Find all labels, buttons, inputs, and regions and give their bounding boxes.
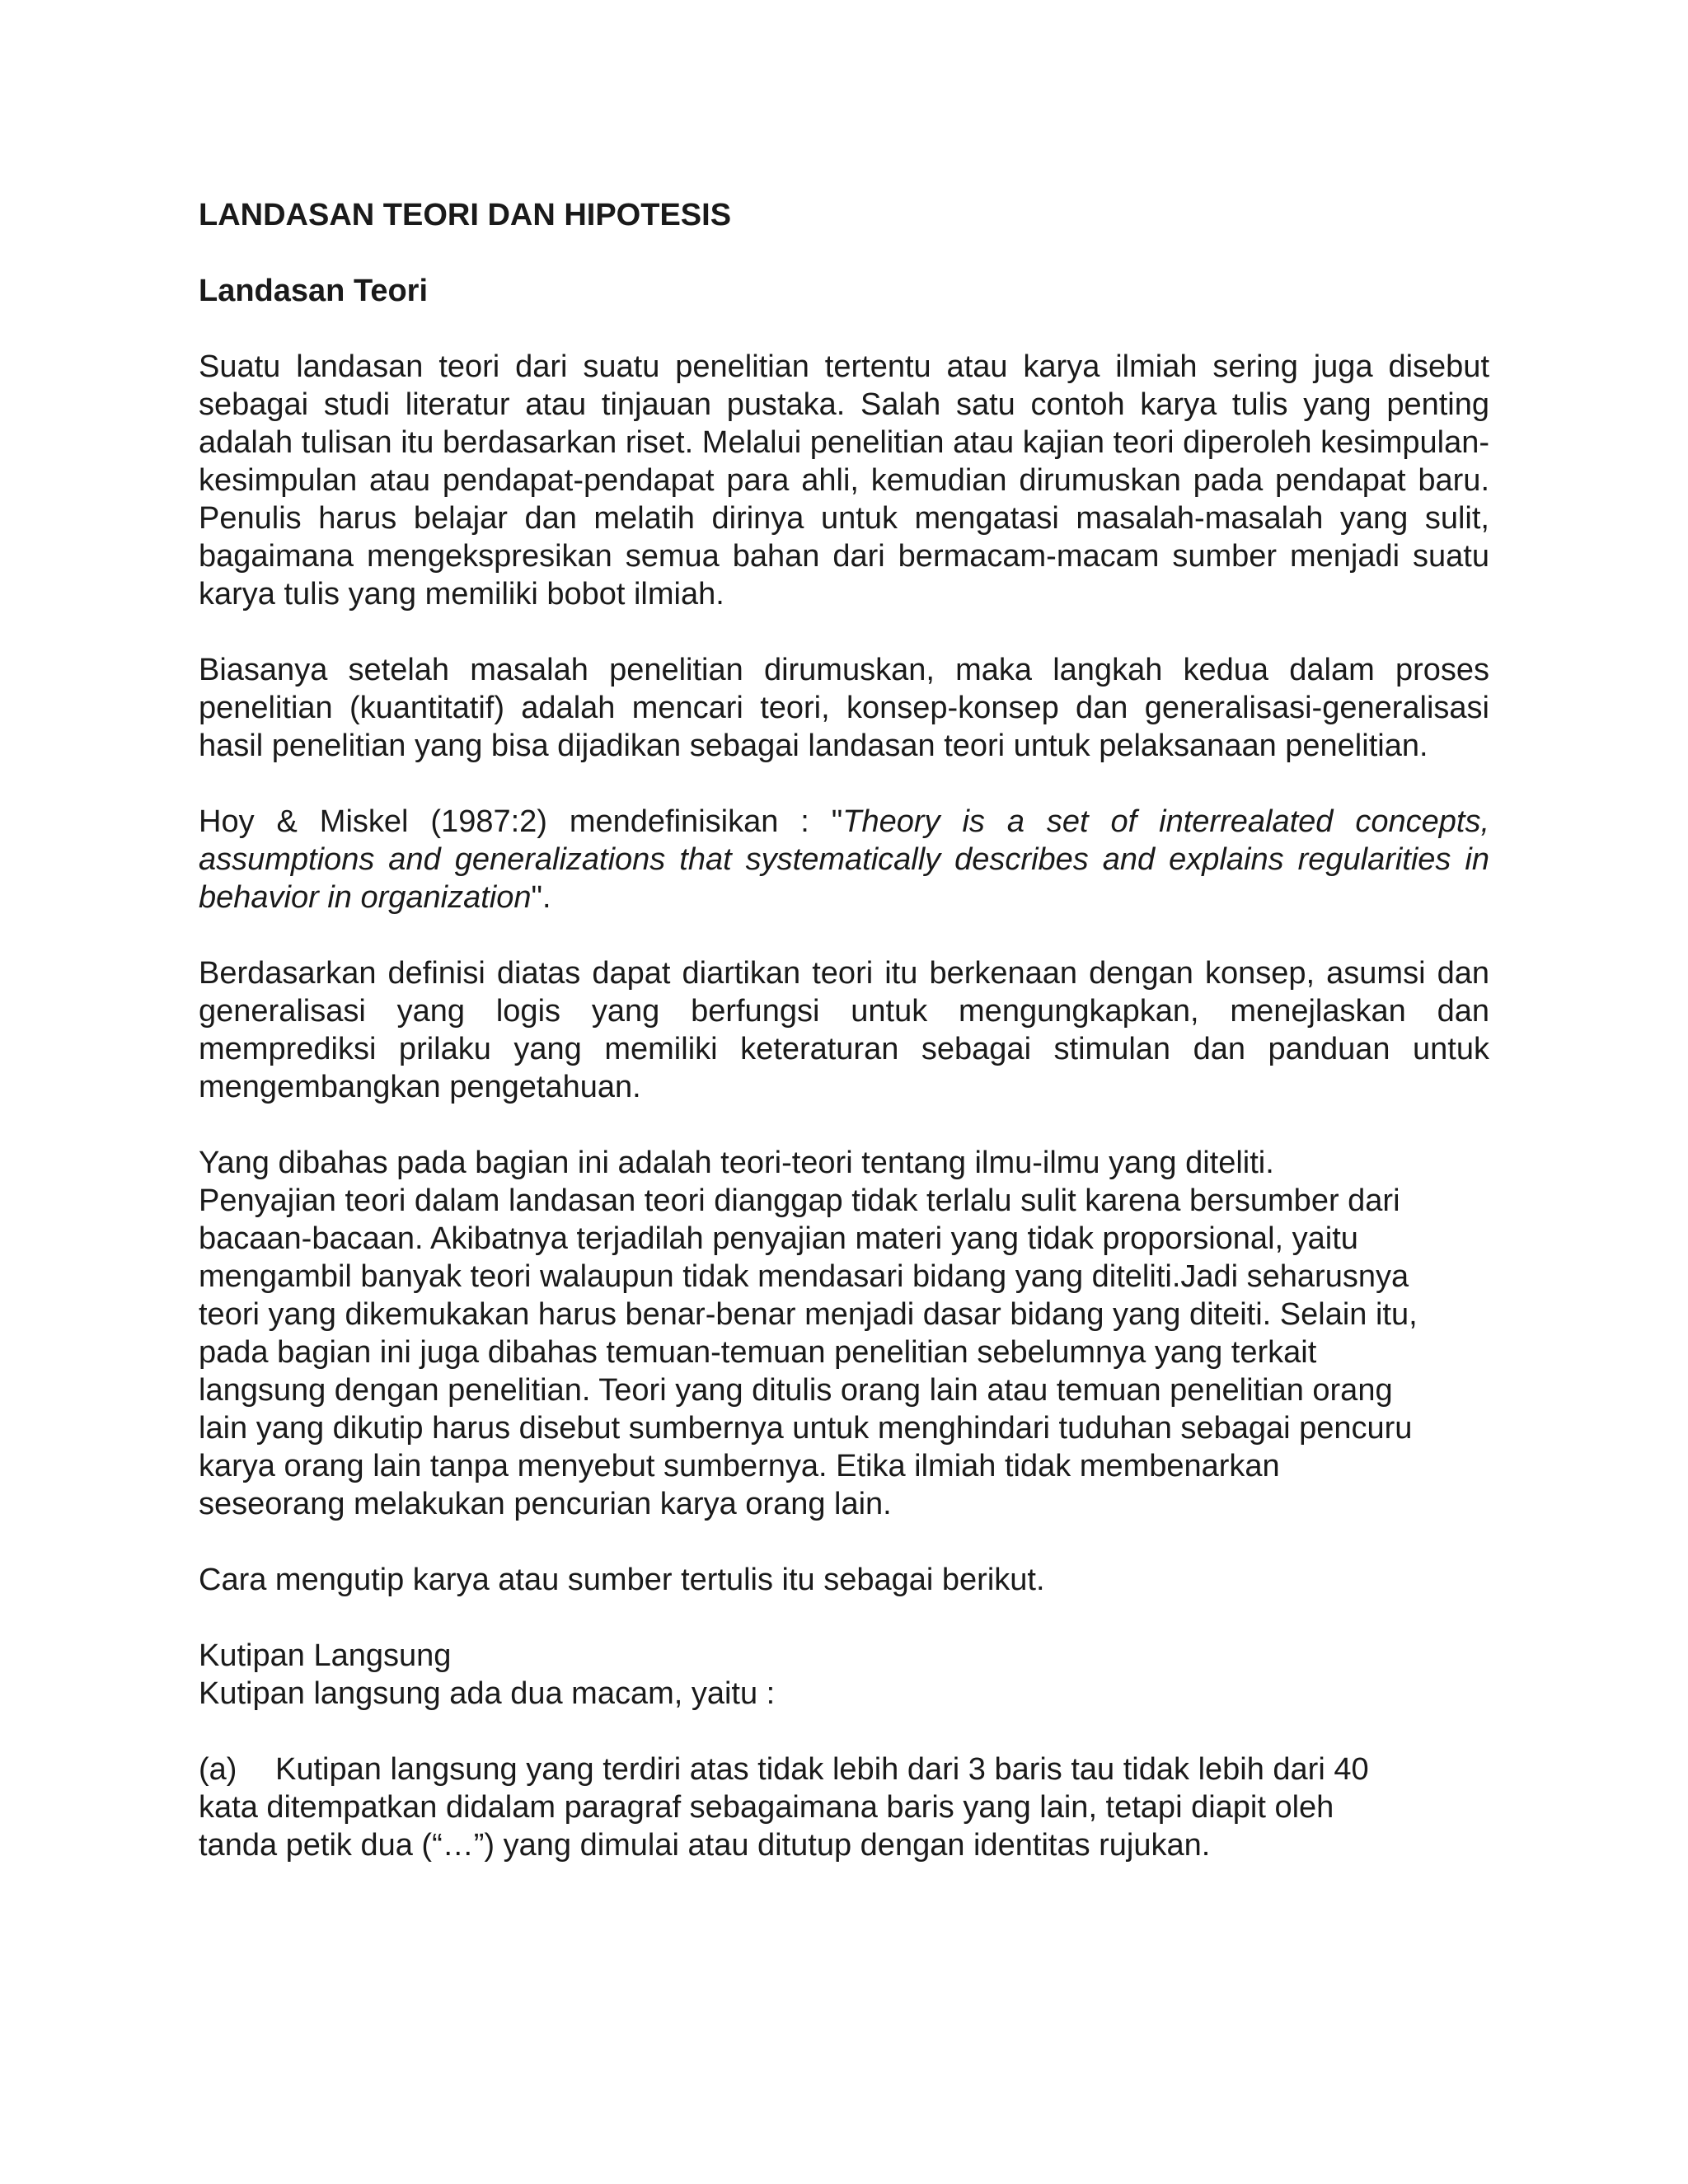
citation-intro: Hoy & Miskel (1987:2) mendefinisikan : " [199,804,843,839]
kutipan-block [199,1637,1489,1713]
list-item-line: kata ditempatkan didalam paragraf sebagaimana baris yang lain, tetapi diapit oleh [199,1790,1334,1825]
subheading: Kutipan Langsung [199,1638,452,1673]
paragraph-5-line: Yang dibahas pada bagian ini adalah teori-teori tentang ilmu-ilmu yang diteliti. [199,1146,1274,1180]
paragraph-5-line: teori yang dikemukakan harus benar-benar menjadi dasar bidang yang diteiti. Selain itu, [199,1297,1418,1332]
paragraph-5-line: langsung dengan penelitian. Teori yang ditulis orang lain atau temuan penelitian orang [199,1373,1393,1408]
citation-end: ". [531,880,551,915]
paragraph-3 [199,803,1489,916]
paragraph-5-line: lain yang dikutip harus disebut sumbernya untuk menghindari tuduhan sebagai pencuru [199,1411,1413,1446]
list-item-line: tanda petik dua (“…”) yang dimulai atau ditutup dengan identitas rujukan. [199,1828,1211,1863]
paragraph-5-line: seseorang melakukan pencurian karya orang lain. [199,1487,892,1521]
paragraph-2: Biasanya setelah masalah penelitian dirumuskan, maka langkah kedua dalam proses penelitian (kuantitatif) adalah mencari teori, konsep-konsep dan generalisasi-generalisasi hasil penelitian yang bisa dijadikan sebagai landasan teori untuk pelaksanaan penelitian. [199,653,1489,763]
paragraph-1: Suatu landasan teori dari suatu penelitian tertentu atau karya ilmiah sering juga disebut sebagai studi literatur atau tinjauan pustaka. Salah satu contoh karya tulis yang penting adalah tulisan itu berdasarkan riset. Melalui penelitian atau kajian teori diperoleh kesimpulan-kesimpulan atau pendapat-pendapat para ahli, kemudian dirumuskan pada pendapat baru. Penulis harus belajar dan melatih dirinya untuk mengatasi masalah-masalah yang sulit, bagaimana mengekspresikan semua bahan dari bermacam-macam sumber menjadi suatu karya tulis yang memiliki bobot ilmiah. [199,349,1489,612]
document-title: LANDASAN TEORI DAN HIPOTESIS [199,198,732,232]
paragraph-5-line: mengambil banyak teori walaupun tidak mendasari bidang yang diteliti.Jadi seharusnya [199,1259,1409,1294]
document-body [199,196,1489,1902]
list-item-line: Kutipan langsung yang terdiri atas tidak lebih dari 3 baris tau tidak lebih dari 40 [275,1752,1369,1787]
paragraph-5-line: bacaan-bacaan. Akibatnya terjadilah penyajian materi yang tidak proporsional, yaitu [199,1221,1358,1256]
subheading-intro: Kutipan langsung ada dua macam, yaitu : [199,1676,776,1711]
paragraph-5-line: Penyajian teori dalam landasan teori dianggap tidak terlalu sulit karena bersumber dari [199,1183,1400,1218]
paragraph-5-line: karya orang lain tanpa menyebut sumbernya. Etika ilmiah tidak membenarkan [199,1449,1280,1483]
quoted-definition: Theory is a set of interrealated concepts, assumptions and generalizations that systematically describes and explains regularities in behavior in organization [199,804,1489,915]
list-marker: (a) [199,1752,237,1787]
paragraph-4: Berdasarkan definisi diatas dapat diartikan teori itu berkenaan dengan konsep, asumsi dan generalisasi yang logis yang berfungsi untuk mengungkapkan, menejlaskan dan memprediksi prilaku yang memiliki keteraturan sebagai stimulan dan panduan untuk mengembangkan pengetahuan. [199,956,1489,1104]
paragraph-6: Cara mengutip karya atau sumber tertulis itu sebagai berikut. [199,1563,1045,1597]
paragraph-5 [199,1144,1489,1523]
section-heading: Landasan Teori [199,274,429,308]
paragraph-5-line: pada bagian ini juga dibahas temuan-temuan penelitian sebelumnya yang terkait [199,1335,1317,1370]
list-item-a [199,1750,1489,1864]
